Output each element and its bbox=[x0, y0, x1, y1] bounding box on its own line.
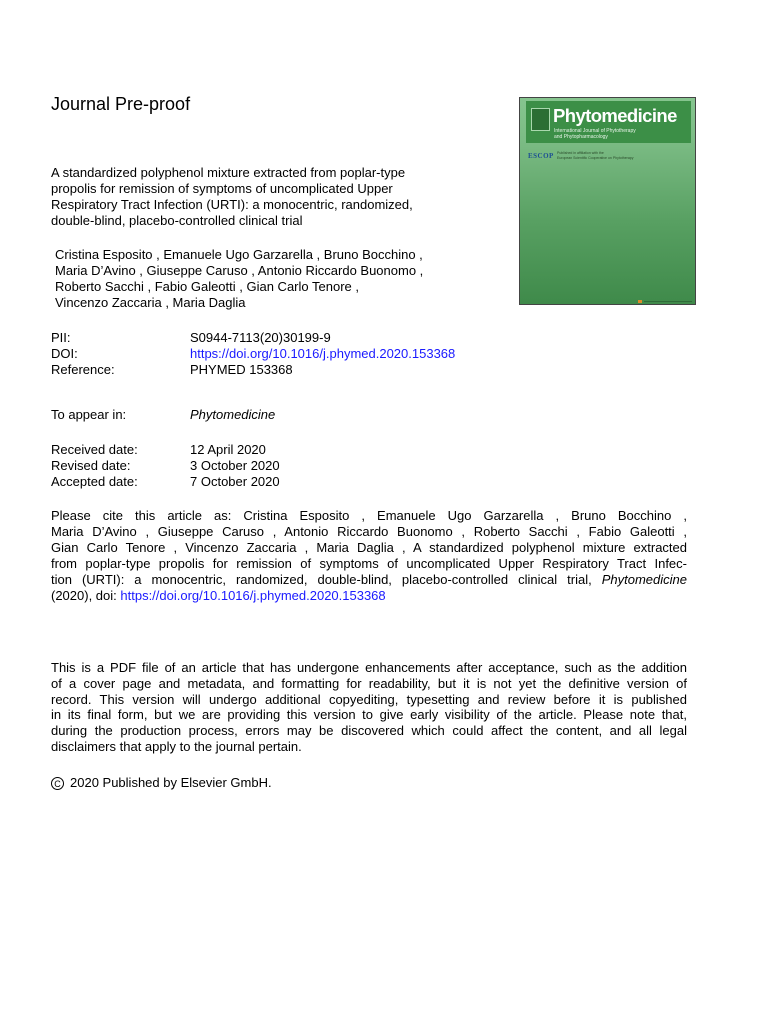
author-line: Maria D’Avino , Giuseppe Caruso , Antonio Riccardo Buonomo , bbox=[55, 263, 424, 278]
citation-line bbox=[51, 572, 687, 588]
title-line: double-blind, placebo-controlled clinical trial bbox=[51, 213, 303, 228]
doi-link[interactable]: https://doi.org/10.1016/j.phymed.2020.153368 bbox=[190, 346, 456, 361]
title-line: Respiratory Tract Infection (URTI): a monocentric, randomized, bbox=[51, 197, 413, 212]
journal-preproof-header: Journal Pre-proof bbox=[51, 94, 191, 114]
citation-text: tion (URTI): a monocentric, randomized, double-blind, placebo-controlled clinical trial, bbox=[51, 572, 592, 587]
cover-title: Phytomedicine bbox=[553, 105, 677, 126]
citation-doi-prefix: (2020), doi: bbox=[51, 588, 117, 603]
cover-publisher-mark bbox=[638, 300, 642, 303]
notice-line: in its final form, but we are providing this version to give early visibility of the article. Please note that, bbox=[51, 707, 687, 723]
appear-in-label: To appear in: bbox=[51, 407, 127, 422]
doi-label: DOI: bbox=[51, 346, 78, 361]
accepted-value: 7 October 2020 bbox=[190, 474, 280, 489]
cover-title-band bbox=[526, 101, 691, 143]
revised-label: Revised date: bbox=[51, 458, 131, 473]
cover-footer-rule bbox=[644, 301, 692, 302]
cover-subtitle: and Phytopharmacology bbox=[554, 134, 608, 140]
notice-line: record. This version will undergo additional copyediting, typesetting and review before it is published bbox=[51, 691, 687, 707]
author-list bbox=[55, 247, 495, 311]
cover-escop-line: European Scientific Cooperative on Phytotherapy bbox=[557, 155, 634, 160]
copyright-icon: C bbox=[51, 777, 64, 790]
citation-line: Maria D’Avino , Giuseppe Caruso , Antonio Riccardo Buonomo , Roberto Sacchi , Fabio Galeotti , bbox=[51, 524, 687, 539]
cover-escop-text bbox=[557, 151, 633, 160]
citation-line: Please cite this article as: Cristina Esposito , Emanuele Ugo Garzarella , Bruno Bocchino , bbox=[51, 508, 687, 523]
reference-value: PHYMED 153368 bbox=[190, 362, 293, 377]
elsevier-tree-logo-icon bbox=[531, 108, 550, 131]
accepted-label: Accepted date: bbox=[51, 474, 138, 489]
cover-escop-line: Published in affiliation with the bbox=[557, 151, 604, 155]
copyright-text: 2020 Published by Elsevier GmbH. bbox=[70, 775, 272, 790]
notice-line: This is a PDF file of an article that has undergone enhancements after acceptance, such as the addition bbox=[51, 660, 687, 675]
citation-journal: Phytomedicine bbox=[601, 572, 687, 587]
author-line: Roberto Sacchi , Fabio Galeotti , Gian Carlo Tenore , bbox=[55, 279, 359, 294]
copyright-line bbox=[51, 775, 272, 791]
notice-line: of a cover page and metadata, and formatting for readability, but it is not yet the definitive version of bbox=[51, 675, 687, 691]
citation-doi-link[interactable]: https://doi.org/10.1016/j.phymed.2020.153368 bbox=[120, 588, 386, 603]
reference-label: Reference: bbox=[51, 362, 115, 377]
received-value: 12 April 2020 bbox=[190, 442, 266, 457]
notice-line: during the production process, errors may be discovered which could affect the content, and all legal bbox=[51, 723, 687, 739]
notice-line: disclaimers that apply to the journal pertain. bbox=[51, 738, 302, 754]
pii-value: S0944-7113(20)30199-9 bbox=[190, 330, 331, 345]
title-line: propolis for remission of symptoms of uncomplicated Upper bbox=[51, 181, 393, 196]
appear-in-journal: Phytomedicine bbox=[190, 407, 276, 422]
revised-value: 3 October 2020 bbox=[190, 458, 280, 473]
cover-subtitle: International Journal of Phytotherapy bbox=[554, 128, 636, 134]
citation-line: Gian Carlo Tenore , Vincenzo Zaccaria , Maria Daglia , A standardized polyphenol mixture extracted bbox=[51, 540, 687, 555]
journal-cover bbox=[519, 97, 696, 305]
title-line: A standardized polyphenol mixture extracted from poplar-type bbox=[51, 165, 406, 180]
pii-label: PII: bbox=[51, 330, 71, 345]
received-label: Received date: bbox=[51, 442, 138, 457]
preproof-notice bbox=[51, 660, 687, 755]
citation-line bbox=[51, 588, 687, 604]
citation-line: from poplar-type propolis for remission of symptoms of uncomplicated Upper Respiratory Tract Infec- bbox=[51, 556, 687, 571]
author-line: Vincenzo Zaccaria , Maria Daglia bbox=[55, 295, 246, 310]
article-title bbox=[51, 165, 491, 229]
cover-escop: ESCOP bbox=[528, 152, 554, 160]
author-line: Cristina Esposito , Emanuele Ugo Garzarella , Bruno Bocchino , bbox=[55, 247, 423, 262]
citation-block bbox=[51, 508, 687, 604]
